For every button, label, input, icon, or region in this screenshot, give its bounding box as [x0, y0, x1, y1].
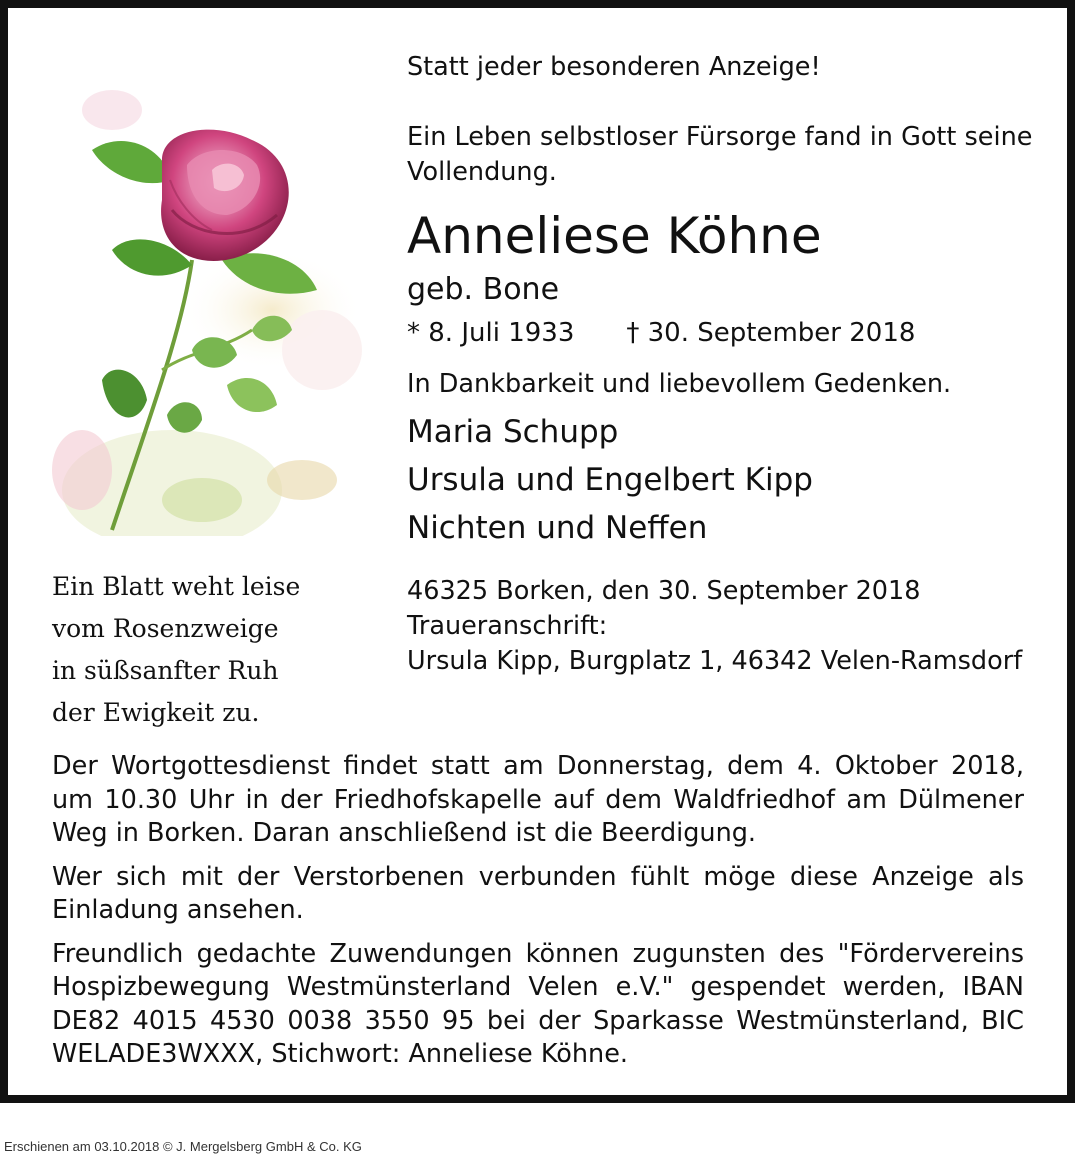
- poem-line: in süßsanfter Ruh: [52, 656, 279, 685]
- announcement-block: [407, 50, 1032, 679]
- mourner-name: Maria Schupp: [407, 414, 619, 450]
- life-dates: [407, 316, 1032, 351]
- donation-paragraph: Freundlich gedachte Zuwendungen können zugunsten des "Fördervereins Hospizbewegung Westmünsterland Velen e.V." gespendet werden, IBAN DE82 4015 4530 0038 3550 95 bei der Sparkasse Westmünsterland, BIC WELADE3WXXX, Stichwort: Anneliese Köhne.: [52, 938, 1024, 1069]
- birth-date: * 8. Juli 1933: [407, 318, 575, 348]
- address: Ursula Kipp, Burgplatz 1, 46342 Velen-Ramsdorf: [407, 646, 1023, 676]
- intro-text-line: Vollendung.: [407, 157, 557, 187]
- rose-illustration: [52, 50, 368, 536]
- service-paragraph: Der Wortgottesdienst findet statt am Donnerstag, dem 4. Oktober 2018, um 10.30 Uhr in der Friedhofskapelle auf dem Waldfriedhof am Dülmener Weg in Borken. Daran anschließend ist die Beerdigung.: [52, 751, 1024, 848]
- mourners-intro: In Dankbarkeit und liebevollem Gedenken.: [407, 369, 952, 399]
- intro-heading: Statt jeder besonderen Anzeige!: [407, 52, 821, 82]
- poem-line: Ein Blatt weht leise: [52, 572, 301, 601]
- service-details: [52, 750, 1024, 1082]
- poem-line: der Ewigkeit zu.: [52, 698, 260, 727]
- address-label: Traueranschrift:: [407, 611, 608, 641]
- invitation-paragraph: Wer sich mit der Verstorbenen verbunden fühlt möge diese Anzeige als Einladung ansehen.: [52, 861, 1024, 925]
- death-date: † 30. September 2018: [626, 318, 916, 348]
- mourner-name: Ursula und Engelbert Kipp: [407, 462, 813, 498]
- deceased-name: Anneliese Köhne: [407, 207, 822, 265]
- mourner-name: Nichten und Neffen: [407, 510, 708, 546]
- publication-footer: Erschienen am 03.10.2018 © J. Mergelsberg GmbH & Co. KG: [4, 1139, 362, 1154]
- intro-text-line: Ein Leben selbstloser Fürsorge fand in Gott seine: [407, 122, 1033, 152]
- poem: [52, 566, 372, 734]
- birth-name: geb. Bone: [407, 272, 560, 307]
- place-date: 46325 Borken, den 30. September 2018: [407, 576, 921, 606]
- poem-line: vom Rosenzweige: [52, 614, 279, 643]
